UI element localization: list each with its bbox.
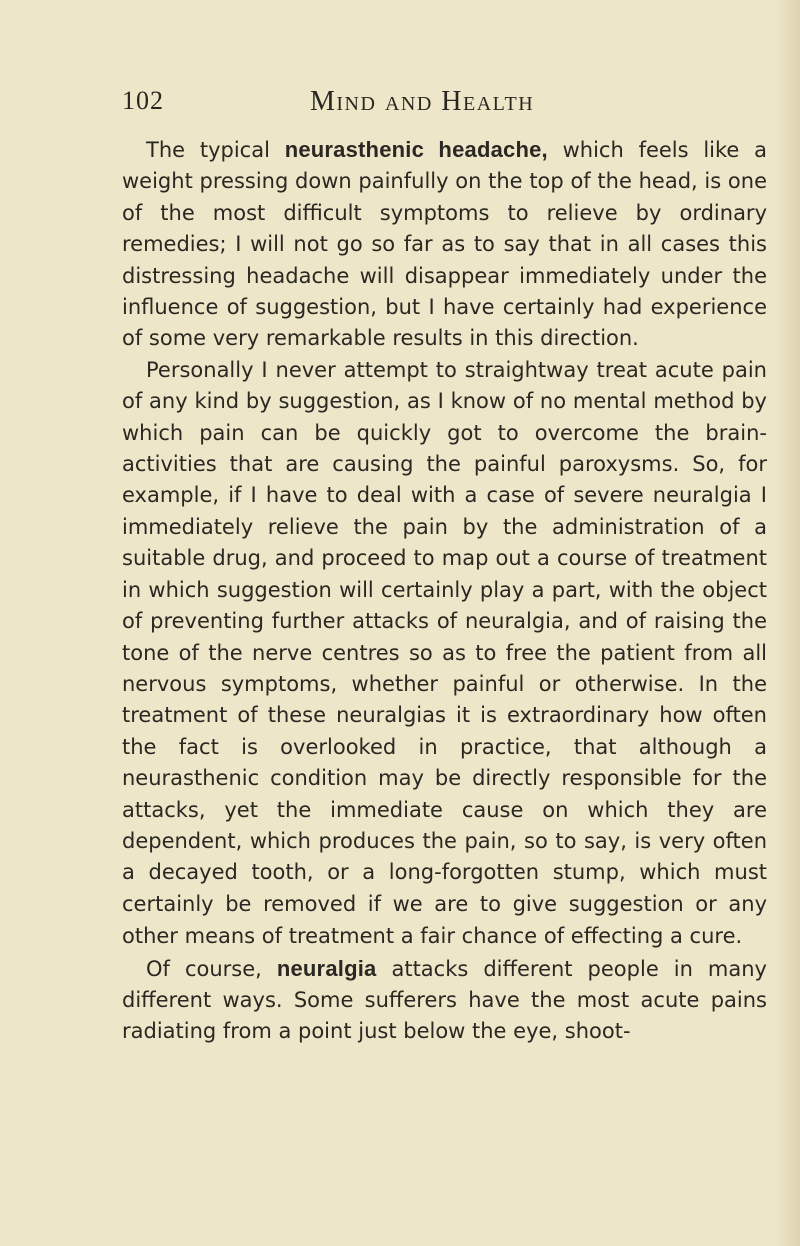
- body-text: [122, 134, 767, 1048]
- running-title: Mind and Health: [310, 86, 535, 117]
- paragraph-headache: [122, 134, 767, 355]
- scan-edge-shadow: [776, 0, 800, 1246]
- bold-term-neuralgia: neuralgia: [276, 955, 377, 981]
- page-number: 102: [122, 86, 164, 115]
- paragraph-personally: [122, 355, 767, 953]
- paragraph-text: The typical: [146, 138, 285, 162]
- paragraph-text: attacks different people in many different ways. Some sufferers have the most acute pains radiating from a point just below the eye, shoot-: [122, 956, 767, 1044]
- running-head: [122, 86, 767, 126]
- bold-term-neurasthenic-headache: neurasthenic headache,: [284, 137, 548, 162]
- paragraph-text: which feels like a weight pressing down painfully on the top of the head, is one of the most difficult symptoms to relieve by ordinary remedies; I will not go so far as to say that in all cases this distressing headache will disappear immediately under the influence of suggestion, but I have certainly had experience of some very remarkable results in this direction.: [122, 138, 767, 351]
- paragraph-text: Personally I never attempt to straightway treat acute pain of any kind by suggestion, as I know of no mental method by which pain can be quickly got to overcome the brain-activities that are causing the painful paroxysms. So, for example, if I have to deal with a case of severe neuralgia I immediately relieve the pain by the administration of a suitable drug, and proceed to map out a course of treatment in which suggestion will certainly play a part, with the object of preventing further attacks of neuralgia, and of raising the tone of the nerve centres so as to free the patient from all nervous symptoms, whether painful or otherwise. In the treatment of these neuralgias it is extraordinary how often the fact is overlooked in practice, that although a neurasthenic condition may be directly responsible for the attacks, yet the immediate cause on which they are dependent, which produces the pain, so to say, is very often a decayed tooth, or a long-forgotten stump, which must certainly be removed if we are to give suggestion or any other means of treatment a fair chance of effecting a cure.: [122, 357, 767, 949]
- paragraph-of-course: [122, 953, 767, 1048]
- paragraph-text: Of course,: [146, 956, 277, 981]
